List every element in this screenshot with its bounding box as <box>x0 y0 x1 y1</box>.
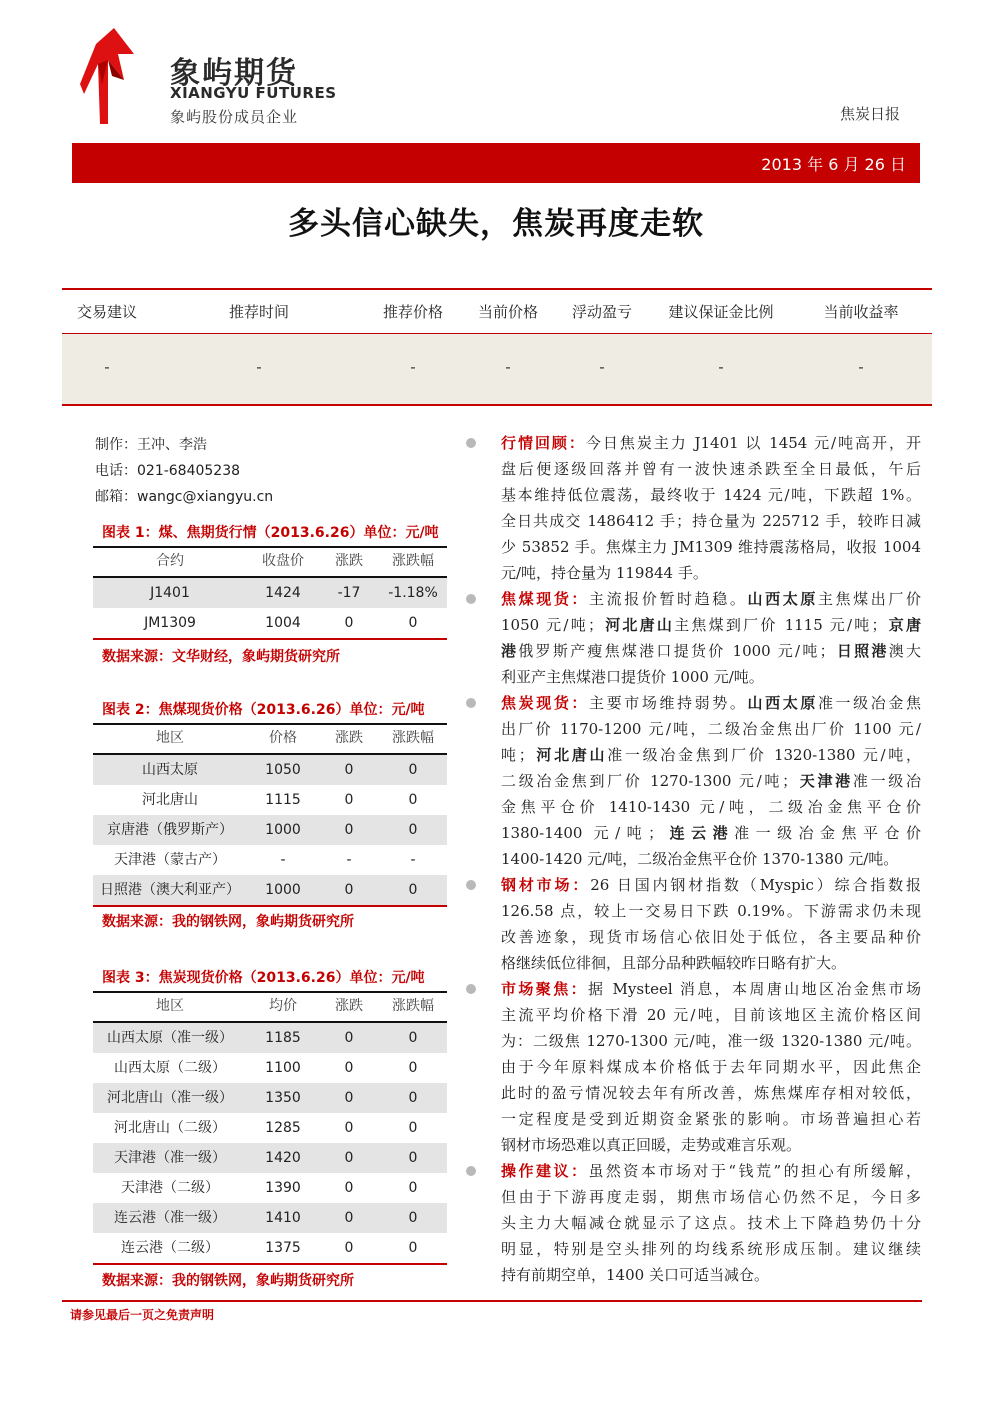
table-cell: 1115 <box>265 792 301 808</box>
paragraph-line <box>501 768 921 794</box>
table-cell: 0 <box>408 1210 418 1226</box>
table-row <box>93 1023 447 1053</box>
page-title: 多头信心缺失，焦炭再度走软 <box>288 206 704 242</box>
table-cell: 1004 <box>265 615 301 631</box>
rec-value-cell: - <box>858 358 864 376</box>
table-top-rule <box>62 288 932 290</box>
table-header-cell: 涨跌幅 <box>392 730 434 746</box>
bullet-icon <box>466 698 476 708</box>
text-segment: 明显，特别是空头排列的均线系统形成压制。建议继续 <box>501 1240 921 1258</box>
rec-value-cell: - <box>104 358 110 376</box>
table-cell: 1185 <box>265 1030 301 1046</box>
table1-title: 图表 1：煤、焦期货行情（2013.6.26）单位：元/吨 <box>102 525 439 541</box>
table-header-cell: 涨跌 <box>335 998 363 1014</box>
paragraph-line <box>501 508 921 534</box>
location-highlight: 河北唐山 <box>602 616 675 634</box>
table-cell: 0 <box>408 762 418 778</box>
report-date: 2013 年 6 月 26 日 <box>761 155 906 174</box>
text-segment: 主焦煤出厂价 <box>817 590 921 608</box>
table-cell: 0 <box>344 822 354 838</box>
text-segment: 据 Mysteel 消息，本周唐山地区冶金焦市场 <box>587 980 921 998</box>
rec-value-cell: - <box>599 358 605 376</box>
rec-header-cell: 当前价格 <box>477 303 538 321</box>
paragraph-line <box>501 1028 921 1054</box>
text-segment: 钢材市场恐难以真正回暖，走势或难言乐观。 <box>501 1136 802 1154</box>
table2-title: 图表 2：焦煤现货价格（2013.6.26）单位：元/吨 <box>102 702 425 718</box>
text-segment: 虽然资本市场对于“钱荒”的担心有所缓解， <box>588 1162 921 1180</box>
text-segment: 1380-1400 元/吨； <box>501 824 664 842</box>
text-segment: 但由于下游再度走弱，期焦市场信心仍然不足，今日多 <box>501 1188 921 1206</box>
table-cell: 0 <box>344 1240 354 1256</box>
table-cell: JM1309 <box>144 615 196 631</box>
paragraph-line <box>501 794 921 820</box>
table-cell: 0 <box>344 882 354 898</box>
paragraph-line <box>501 1106 921 1132</box>
email-line: 邮箱：wangc@xiangyu.cn <box>95 489 274 505</box>
table-header-cell: 涨跌 <box>335 553 363 569</box>
paragraph-line <box>501 430 921 456</box>
table-row <box>93 1113 447 1143</box>
table-cell: 0 <box>408 1180 418 1196</box>
table-header-cell: 收盘价 <box>262 553 304 569</box>
report-type: 焦炭日报 <box>839 105 900 123</box>
rec-header-cell: 浮动盈亏 <box>571 303 632 321</box>
logo-subtitle: 象屿股份成员企业 <box>170 108 299 126</box>
section-keyword: 行情回顾： <box>501 434 586 452</box>
table2-source: 数据来源：我的钢铁网，象屿期货研究所 <box>102 914 354 930</box>
table-row <box>93 1203 447 1233</box>
author-line: 制作：王冲、李浩 <box>95 437 207 453</box>
paragraph-line <box>501 1158 921 1184</box>
location-highlight: 天津港 <box>797 772 853 790</box>
text-segment: 主流报价暂时趋稳。 <box>589 590 748 608</box>
bullet-icon <box>466 880 476 890</box>
table-bottom-rule <box>93 638 447 640</box>
table-header-rule <box>62 333 932 334</box>
section-keyword: 焦煤现货： <box>501 590 590 608</box>
text-segment: 持有前期空单，1400 关口可适当减仓。 <box>501 1266 769 1284</box>
paragraph-line <box>501 1210 921 1236</box>
paragraph-line <box>501 612 921 638</box>
table-header-cell: 合约 <box>156 553 184 569</box>
text-segment: 主流平均价格下滑 20 元/吨，目前该地区主流价格区间 <box>501 1006 921 1024</box>
location-highlight: 河北唐山 <box>533 746 608 764</box>
text-segment: 准一级冶金焦 <box>817 694 921 712</box>
text-segment: 出厂价 1170-1200 元/吨，二级冶金焦出厂价 1100 元/ <box>501 720 921 738</box>
section-keyword: 钢材市场： <box>501 876 591 894</box>
table-bottom-rule <box>93 1263 447 1265</box>
text-segment: 二级冶金焦到厂价 1270-1300 元/吨； <box>501 772 798 790</box>
text-segment: 准一级冶 <box>852 772 921 790</box>
table-bottom-rule <box>93 905 447 907</box>
table-cell: 1350 <box>265 1090 301 1106</box>
text-segment: 少 53852 手。焦煤主力 JM1309 维持震荡格局，收报 1004 <box>501 538 921 556</box>
paragraph-line <box>501 742 921 768</box>
location-highlight: 日照港 <box>834 642 889 660</box>
table-row <box>93 608 447 638</box>
paragraph-line <box>501 716 921 742</box>
table1-source: 数据来源：文华财经，象屿期货研究所 <box>102 649 340 665</box>
table-header-cell: 地区 <box>156 998 184 1014</box>
text-segment: 126.58 点，较上一交易日下跌 0.19%。下游需求仍未现 <box>501 902 921 920</box>
table-cell: 0 <box>344 1210 354 1226</box>
table-cell: 1390 <box>265 1180 301 1196</box>
table-cell: 0 <box>408 1120 418 1136</box>
table-cell: - <box>346 852 352 868</box>
paragraph-line <box>501 846 921 872</box>
table-cell: 0 <box>408 1030 418 1046</box>
table-cell: 0 <box>344 1180 354 1196</box>
rec-header-cell: 推荐价格 <box>382 303 443 321</box>
table-cell: 河北唐山（准一级） <box>107 1090 233 1106</box>
table-cell: 0 <box>408 1240 418 1256</box>
table-row <box>93 755 447 785</box>
table-cell: 0 <box>344 1060 354 1076</box>
paragraph-line <box>501 976 921 1002</box>
bullet-icon <box>466 594 476 604</box>
phone-line: 电话：021-68405238 <box>95 463 241 479</box>
table-row <box>93 875 447 905</box>
rec-value-cell: - <box>256 358 262 376</box>
table-header-cell: 涨跌 <box>335 730 363 746</box>
bullet-icon <box>466 438 476 448</box>
recommendation-table <box>62 288 932 406</box>
section-keyword: 焦炭现货： <box>501 694 590 712</box>
table-row <box>93 1173 447 1203</box>
logo-english-name: XIANGYU FUTURES <box>170 84 337 102</box>
table-header-row <box>93 723 447 753</box>
paragraph-line <box>501 1236 921 1262</box>
rec-header-cell: 当前收益率 <box>823 303 899 321</box>
table-row <box>93 815 447 845</box>
table-cell: 1420 <box>265 1150 301 1166</box>
table-cell: -17 <box>337 585 361 601</box>
table-cell: 0 <box>344 762 354 778</box>
paragraph-line <box>501 664 921 690</box>
table-cell: 日照港（澳大利亚产） <box>100 882 240 898</box>
text-segment: 为：二级焦 1270-1300 元/吨，准一级 1320-1380 元/吨。 <box>501 1032 921 1050</box>
paragraph-line <box>501 1054 921 1080</box>
table-cell: 京唐港（俄罗斯产） <box>107 822 233 838</box>
footer-rule <box>62 1300 922 1302</box>
text-segment: 准一级冶金焦到厂价 1320-1380 元/吨， <box>607 746 921 764</box>
table-row <box>93 1143 447 1173</box>
table-cell: 0 <box>344 1120 354 1136</box>
paragraph-line <box>501 586 921 612</box>
rec-value-cell: - <box>505 358 511 376</box>
logo-chinese-name: 象屿期货 <box>170 56 298 91</box>
location-highlight: 港 <box>501 642 519 660</box>
paragraph-line <box>501 924 921 950</box>
table-cell: J1401 <box>150 585 190 601</box>
table-cell: 0 <box>344 615 354 631</box>
text-segment: 全日共成交 1486412 手；持仓量为 225712 手，较昨日减 <box>501 512 921 530</box>
text-segment: 头主力大幅减仓就显示了这点。技术上下降趋势仍十分 <box>501 1214 921 1232</box>
rec-value-cell: - <box>718 358 724 376</box>
paragraph-line <box>501 1080 921 1106</box>
text-segment: 26 日国内钢材指数（Myspic）综合指数报 <box>590 876 921 894</box>
bullet-icon <box>466 984 476 994</box>
text-segment: 元/吨，持仓量为 119844 手。 <box>501 564 708 582</box>
paragraph-line <box>501 560 921 586</box>
xiangyu-logo-mark <box>78 24 138 128</box>
disclaimer-note: 请参见最后一页之免责声明 <box>70 1308 215 1322</box>
table-cell: 1000 <box>265 882 301 898</box>
section-keyword: 操作建议： <box>501 1162 589 1180</box>
table-cell: 1375 <box>265 1240 301 1256</box>
table-cell: 连云港（二级） <box>121 1240 219 1256</box>
table-cell: -1.18% <box>388 585 438 601</box>
table-cell: 0 <box>344 792 354 808</box>
paragraph-line <box>501 1132 921 1158</box>
rec-header-cell: 建议保证金比例 <box>668 303 774 321</box>
table-header-row <box>93 991 447 1021</box>
table-cell: 0 <box>344 1030 354 1046</box>
table-cell: 0 <box>408 1060 418 1076</box>
table-row <box>93 1233 447 1263</box>
table-header-cell: 涨跌幅 <box>392 998 434 1014</box>
text-segment: 吨； <box>501 746 534 764</box>
table3-title: 图表 3：焦炭现货价格（2013.6.26）单位：元/吨 <box>102 970 425 986</box>
table-cell: 0 <box>344 1150 354 1166</box>
text-segment: 主要市场维持弱势。 <box>589 694 748 712</box>
table-cell: 0 <box>408 1150 418 1166</box>
table-row <box>93 1083 447 1113</box>
table-cell: - <box>410 852 416 868</box>
table-cell: 0 <box>408 792 418 808</box>
location-highlight: 京唐 <box>886 616 921 634</box>
text-segment: 此时的盈亏情况较去年有所改善，炼焦煤库存相对较低， <box>501 1084 921 1102</box>
table-cell: 山西太原（二级） <box>114 1060 226 1076</box>
table-cell: 1285 <box>265 1120 301 1136</box>
text-segment: 利亚产主焦煤港口提货价 1000 元/吨。 <box>501 668 764 686</box>
table-row <box>93 845 447 875</box>
paragraph-line <box>501 690 921 716</box>
location-highlight: 连云港 <box>663 824 735 842</box>
paragraph-line <box>501 1262 921 1288</box>
text-segment: 基本维持低位震荡，最终收于 1424 元/吨，下跌超 1%。 <box>501 486 921 504</box>
table-cell: 1000 <box>265 822 301 838</box>
rec-header-cell: 推荐时间 <box>228 303 289 321</box>
text-segment: 今日焦炭主力 J1401 以 1454 元/吨高开，开 <box>585 434 921 452</box>
paragraph-line <box>501 872 921 898</box>
text-segment: 格继续低位徘徊，且部分品种跌幅较昨日略有扩大。 <box>501 954 847 972</box>
text-segment: 准一级冶金焦平仓价 <box>734 824 921 842</box>
paragraph-line <box>501 950 921 976</box>
table-header-cell: 价格 <box>269 730 297 746</box>
table-cell: - <box>280 852 286 868</box>
table-cell: 0 <box>408 615 418 631</box>
text-segment: 主焦煤到厂价 1115 元/吨； <box>674 616 887 634</box>
table-cell: 河北唐山（二级） <box>114 1120 226 1136</box>
table-cell: 0 <box>344 1090 354 1106</box>
table-cell: 天津港（准一级） <box>114 1150 226 1166</box>
table-row <box>93 578 447 608</box>
location-highlight: 山西太原 <box>747 694 818 712</box>
table-cell: 0 <box>408 822 418 838</box>
text-segment: 盘后便逐级回落并曾有一波快速杀跌至全日最低，午后 <box>501 460 921 478</box>
text-segment: 1050 元/吨； <box>501 616 603 634</box>
paragraph-line <box>501 482 921 508</box>
location-highlight: 山西太原 <box>747 590 818 608</box>
text-segment: 澳大 <box>888 642 921 660</box>
text-segment: 1400-1420 元/吨，二级冶金焦平仓价 1370-1380 元/吨。 <box>501 850 899 868</box>
text-segment: 一定程度是受到近期资金紧张的影响。市场普遍担心若 <box>501 1110 921 1128</box>
table-row <box>93 785 447 815</box>
bullet-icon <box>466 1166 476 1176</box>
table-header-cell: 均价 <box>269 998 297 1014</box>
paragraph-line <box>501 1002 921 1028</box>
table-cell: 天津港（蒙古产） <box>114 852 226 868</box>
text-segment: 由于今年原料煤成本价格低于去年同期水平，因此焦企 <box>501 1058 921 1076</box>
rec-value-cell: - <box>410 358 416 376</box>
table-header-cell: 地区 <box>156 730 184 746</box>
table-header-row <box>93 546 447 576</box>
table-header-cell: 涨跌幅 <box>392 553 434 569</box>
table-cell: 0 <box>408 882 418 898</box>
paragraph-line <box>501 456 921 482</box>
section-keyword: 市场聚焦： <box>501 980 588 998</box>
table-cell: 1050 <box>265 762 301 778</box>
table-cell: 0 <box>408 1090 418 1106</box>
paragraph-line <box>501 1184 921 1210</box>
paragraph-line <box>501 534 921 560</box>
table-cell: 1410 <box>265 1210 301 1226</box>
table-row <box>93 1053 447 1083</box>
table-cell: 1424 <box>265 585 301 601</box>
table-bottom-rule <box>62 404 932 406</box>
paragraph-line <box>501 898 921 924</box>
table-cell: 1100 <box>265 1060 301 1076</box>
table-cell: 河北唐山 <box>142 792 198 808</box>
table-cell: 山西太原 <box>142 762 198 778</box>
paragraph-line <box>501 638 921 664</box>
table-cell: 连云港（准一级） <box>114 1210 226 1226</box>
table-cell: 山西太原（准一级） <box>107 1030 233 1046</box>
text-segment: 俄罗斯产瘦焦煤港口提货价 1000 元/吨； <box>518 642 835 660</box>
paragraph-line <box>501 820 921 846</box>
rec-header-cell: 交易建议 <box>76 303 137 321</box>
text-segment: 改善迹象，现货市场信心依旧处于低位，各主要品种价 <box>501 928 921 946</box>
table3-source: 数据来源：我的钢铁网，象屿期货研究所 <box>102 1273 354 1289</box>
table-cell: 天津港（二级） <box>121 1180 219 1196</box>
text-segment: 金焦平仓价 1410-1430 元/吨，二级冶金焦平仓价 <box>501 798 921 816</box>
